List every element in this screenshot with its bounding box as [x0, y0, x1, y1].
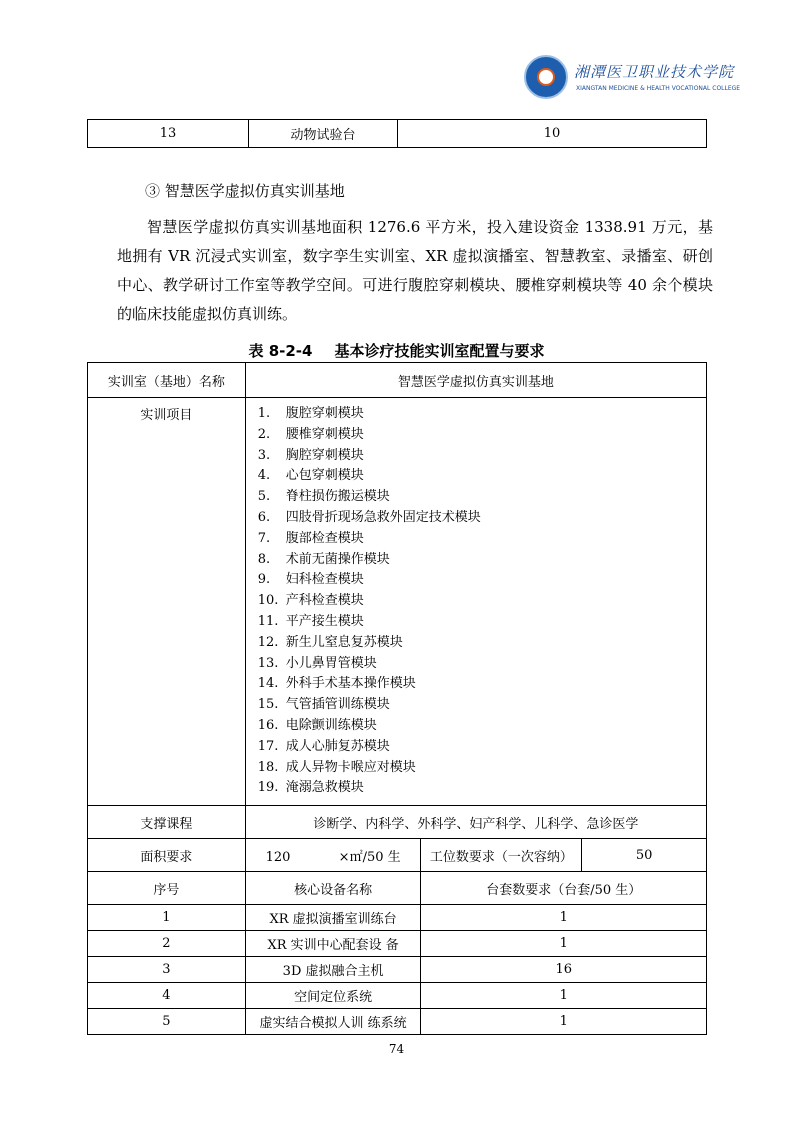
list-item-number: 1.: [257, 406, 271, 421]
list-item: [258, 550, 706, 571]
list-item-text: 淹溺急救模块: [285, 780, 364, 796]
list-item-number: 12.: [257, 634, 279, 650]
list-item-text: 产科检查模块: [285, 593, 364, 609]
table-row: [88, 363, 707, 398]
list-item-number: 13.: [257, 655, 279, 671]
lab-config-table: [87, 362, 707, 1035]
list-item: [258, 633, 706, 654]
equipment-index: 5: [88, 1009, 246, 1035]
list-item: [258, 446, 706, 467]
list-item-number: 14.: [257, 676, 279, 692]
section-paragraph: 智慧医学虚拟仿真实训基地面积 1276.6 平方米，投入建设资金 1338.91 万元，基地拥有 VR 沉浸式实训室，数字孪生实训室、XR 虚拟演播室、智慧教室、录播室、研创中心、教学研讨工作室等教学空间。可进行腹腔穿刺模块、腰椎穿刺模块等 40 余个模块的临床技能虚拟仿真训练。: [117, 218, 713, 323]
list-item: [258, 737, 706, 758]
list-item-text: 成人异物卡喉应对模块: [285, 759, 416, 775]
equipment-index: 2: [88, 931, 246, 957]
items-label: 实训项目: [88, 398, 246, 806]
table-caption-title: 基本诊疗技能实训室配置与要求: [334, 342, 545, 360]
area-label: 面积要求: [88, 839, 246, 872]
section-heading: ③ 智慧医学虚拟仿真实训基地: [145, 182, 345, 200]
list-item: [258, 612, 706, 633]
list-item-text: 成人心肺复苏模块: [285, 738, 390, 754]
items-cell: [245, 398, 706, 806]
list-item: [258, 591, 706, 612]
list-item-number: 2.: [257, 426, 271, 442]
table-row: [88, 957, 707, 983]
list-item: [258, 758, 706, 779]
logo-english-name: XIANGTAN MEDICINE & HEALTH VOCATIONAL COLLEGE: [576, 85, 741, 92]
list-item-number: 15.: [257, 697, 279, 713]
course-value: 诊断学、内科学、外科学、妇产科学、儿科学、急诊医学: [245, 806, 706, 839]
equipment-name: 虚实结合模拟人训 练系统: [245, 1009, 421, 1035]
list-item: [258, 716, 706, 737]
list-item-text: 气管插管训练模块: [285, 697, 390, 713]
row-index: 13: [88, 120, 249, 148]
logo-chinese-name: 湘潭医卫职业技术学院: [574, 63, 735, 81]
equipment-index: 4: [88, 983, 246, 1009]
list-item: [258, 570, 706, 591]
table-row: [88, 872, 707, 905]
equipment-quantity: 1: [421, 931, 707, 957]
equipment-name: XR 实训中心配套设 备: [245, 931, 421, 957]
equipment-quantity: 1: [421, 905, 707, 931]
col-equipment-header: 核心设备名称: [245, 872, 421, 905]
area-value: 120: [265, 849, 291, 865]
list-item-text: 小儿鼻胃管模块: [285, 655, 377, 671]
list-item-text: 四肢骨折现场急救外固定技术模块: [285, 509, 481, 525]
list-item: [258, 487, 706, 508]
table-row: [88, 905, 707, 931]
list-item-text: 腹部检查模块: [285, 530, 364, 546]
list-item-text: 术前无菌操作模块: [285, 551, 390, 567]
list-item-number: 8.: [257, 551, 271, 567]
col-index-header: 序号: [88, 872, 246, 905]
equipment-rows: [88, 905, 707, 1035]
equipment-index: 1: [88, 905, 246, 931]
table-row: [88, 931, 707, 957]
list-item-number: 9.: [257, 572, 271, 588]
list-item-number: 3.: [257, 447, 271, 463]
list-item-number: 18.: [257, 759, 279, 775]
table-row: [88, 983, 707, 1009]
station-label: 工位数要求（一次容纳）: [421, 839, 582, 872]
list-item-text: 腰椎穿刺模块: [285, 426, 364, 442]
list-item-number: 19.: [257, 780, 279, 796]
col-quantity-header: 台套数要求（台套/50 生）: [421, 872, 707, 905]
table-row: [88, 1009, 707, 1035]
table-caption: [0, 340, 793, 361]
table-row: [88, 120, 707, 148]
list-item-number: 11.: [257, 613, 279, 629]
list-item-text: 脊柱损伤搬运模块: [285, 489, 390, 505]
list-item: [258, 674, 706, 695]
list-item-text: 妇科检查模块: [285, 572, 364, 588]
list-item-number: 17.: [257, 738, 279, 754]
row-name: 动物试验台: [249, 120, 398, 148]
list-item: [258, 778, 706, 799]
list-item-number: 5.: [257, 489, 271, 505]
table-row: [88, 398, 707, 806]
equipment-quantity: 1: [421, 1009, 707, 1035]
list-item-text: 新生儿窒息复苏模块: [285, 634, 403, 650]
area-value-cell: [245, 839, 421, 872]
college-logo: [524, 55, 741, 105]
page-number: 74: [388, 1042, 405, 1056]
list-item: [258, 466, 706, 487]
equipment-index: 3: [88, 957, 246, 983]
table-row: [88, 839, 707, 872]
previous-table-tail: [87, 119, 707, 148]
list-item-text: 心包穿刺模块: [285, 468, 364, 484]
equipment-quantity: 1: [421, 983, 707, 1009]
equipment-quantity: 16: [421, 957, 707, 983]
equipment-name: 3D 虚拟融合主机: [245, 957, 421, 983]
table-caption-number: 表 8-2-4: [248, 342, 313, 360]
list-item-text: 腹腔穿刺模块: [285, 406, 364, 421]
list-item: [258, 654, 706, 675]
list-item-text: 外科手术基本操作模块: [285, 676, 416, 692]
list-item: [258, 425, 706, 446]
equipment-name: XR 虚拟演播室训练台: [245, 905, 421, 931]
list-item: [258, 695, 706, 716]
course-label: 支撑课程: [88, 806, 246, 839]
list-item-number: 16.: [257, 717, 279, 733]
row-count: 10: [398, 120, 707, 148]
list-item-number: 10.: [257, 593, 279, 609]
station-value: 50: [582, 839, 707, 872]
list-item: [258, 404, 706, 425]
list-item-text: 胸腔穿刺模块: [285, 447, 364, 463]
list-item-number: 7.: [257, 530, 271, 546]
college-emblem-icon: [524, 55, 568, 99]
list-item-number: 6.: [257, 509, 271, 525]
area-unit: ×㎡/50 生: [338, 849, 401, 865]
equipment-name: 空间定位系统: [245, 983, 421, 1009]
name-label: 实训室（基地）名称: [88, 363, 246, 398]
list-item-text: 电除颤训练模块: [285, 717, 377, 733]
list-item-number: 4.: [257, 468, 271, 484]
items-list: [246, 398, 706, 805]
list-item: [258, 529, 706, 550]
table-row: [88, 806, 707, 839]
list-item-text: 平产接生模块: [285, 613, 364, 629]
list-item: [258, 508, 706, 529]
name-value: 智慧医学虚拟仿真实训基地: [245, 363, 706, 398]
